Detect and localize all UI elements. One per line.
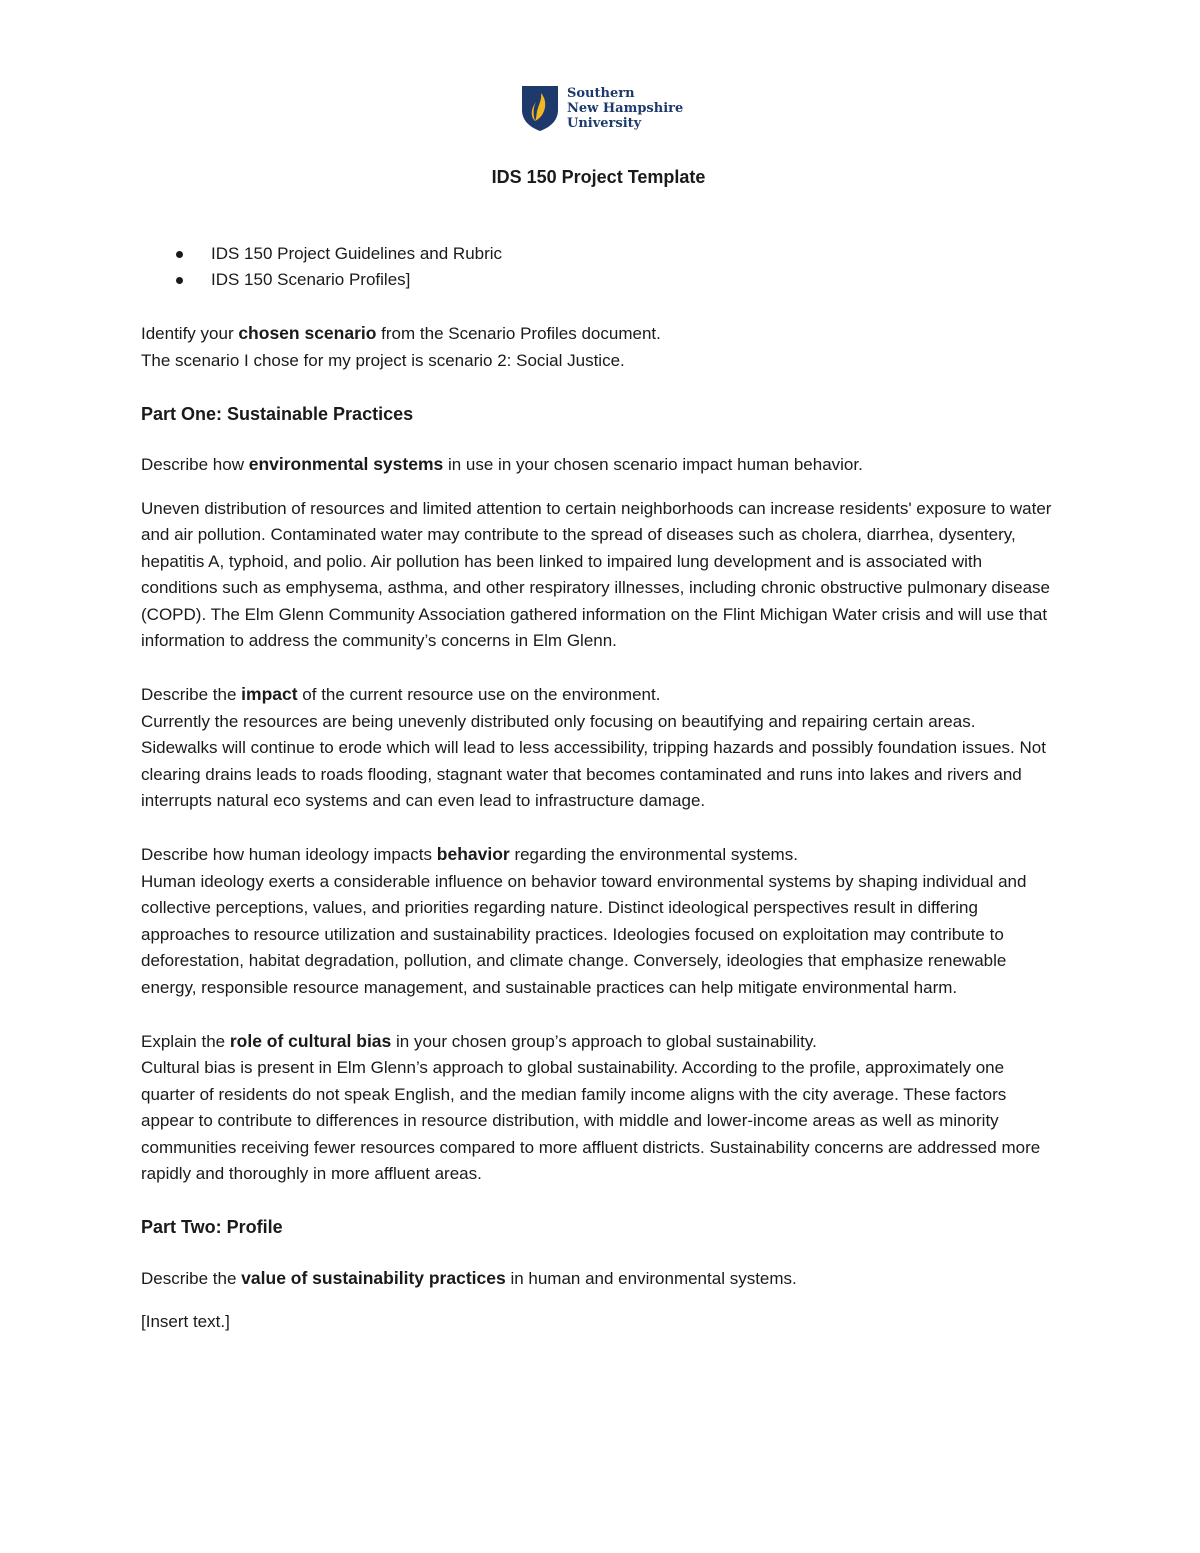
logo-line-2: New Hampshire <box>567 101 684 116</box>
question-behavior <box>141 841 1056 1001</box>
prompt-text: Identify your <box>141 324 239 343</box>
prompt-text: in your chosen group’s approach to global sustainability. <box>391 1031 817 1051</box>
prompt-text: from the Scenario Profiles document. <box>376 324 661 343</box>
answer-placeholder[interactable]: [Insert text.] <box>141 1312 230 1331</box>
question-prompt <box>141 1265 1056 1293</box>
prompt-text: Describe how <box>141 455 249 474</box>
university-logo <box>520 84 683 132</box>
prompt-keyword: role of cultural bias <box>229 1030 392 1051</box>
prompt-keyword: impact <box>241 684 298 704</box>
prompt-text: Describe the <box>141 1268 242 1288</box>
scenario-answer[interactable]: The scenario I chose for my project is scenario 2: Social Justice. <box>141 350 625 370</box>
prompt-text: Describe the <box>141 685 242 704</box>
prompt-text: of the current resource use on the environment. <box>297 685 661 704</box>
question-cultural-bias <box>141 1028 1056 1188</box>
prompt-keyword: environmental systems <box>248 454 444 474</box>
question-prompt <box>141 451 1056 479</box>
part-two-heading: Part Two: Profile <box>141 1217 283 1237</box>
answer-text[interactable]: Human ideology exerts a considerable influence on behavior toward environmental systems by shaping individual and collective perceptions, values, and priorities regarding nature. Distinct ideological perspectives result in differing approaches to resource utilization and sustainability practices. Ideologies focused on exploitation may contribute to deforestation, habitat degradation, pollution, and climate change. Conversely, ideologies that emphasize renewable energy, responsible resource management, and sustainable practices can help mitigate environmental harm. <box>141 871 1027 997</box>
prompt-text: Explain the <box>141 1031 230 1051</box>
scenario-prompt <box>141 320 1056 348</box>
question-prompt <box>141 681 1056 709</box>
bullet-icon <box>176 251 183 258</box>
question-prompt <box>141 1028 1056 1056</box>
prompt-keyword: chosen scenario <box>238 323 377 343</box>
prompt-text: Describe how human ideology impacts <box>141 845 437 864</box>
answer-text[interactable]: Uneven distribution of resources and limited attention to certain neighborhoods can increase residents' exposure to water and air pollution. Contaminated water may contribute to the spread of diseases such as cholera, diarrhea, dysentery, hepatitis A, typhoid, and polio. Air pollution has been linked to impaired lung development and is associated with conditions such as emphysema, asthma, and other respiratory illnesses, including chronic obstructive pulmonary disease (COPD). The Elm Glenn Community Association gathered information on the Flint Michigan Water crisis and will use that information to address the community’s concerns in Elm Glenn. <box>141 498 1052 650</box>
page-title: IDS 150 Project Template <box>491 167 706 187</box>
guidelines-link[interactable]: IDS 150 Project Guidelines and Rubric <box>211 243 503 263</box>
question-sustainability-value <box>141 1265 1056 1336</box>
logo-line-3: University <box>567 116 642 131</box>
question-impact <box>141 681 1056 815</box>
list-item[interactable] <box>211 241 1056 268</box>
part-one-heading: Part One: Sustainable Practices <box>141 403 414 424</box>
bullet-icon <box>176 277 183 284</box>
document-body <box>141 160 1056 1353</box>
logo-wordmark <box>567 86 683 131</box>
scenario-section <box>141 320 1056 374</box>
answer-text[interactable]: Currently the resources are being unevenly distributed only focusing on beautifying and repairing certain areas. Sidewalks will continue to erode which will lead to less accessibility, tripping hazards and possibly foundation issues. Not clearing drains leads to roads flooding, stagnant water that becomes contaminated and runs into lakes and rivers and interrupts natural eco systems and can even lead to infrastructure damage. <box>141 711 1046 810</box>
logo-line-1: Southern <box>567 86 635 101</box>
prompt-keyword: behavior <box>436 844 510 864</box>
reference-list <box>141 241 1056 294</box>
answer-text[interactable]: Cultural bias is present in Elm Glenn’s approach to global sustainability. According to the profile, approximately one quarter of residents do not speak English, and the median family income aligns with the city average. These factors appear to contribute to differences in resource distribution, with middle and lower-income areas as well as minority communities receiving fewer resources compared to more affluent districts. Sustainability concerns are addressed more rapidly and thoroughly in more affluent areas. <box>141 1058 1041 1183</box>
prompt-keyword: value of sustainability practices <box>241 1267 506 1288</box>
part-one-section <box>141 401 1056 428</box>
question-environmental-systems <box>141 451 1056 655</box>
scenario-profiles-link[interactable]: IDS 150 Scenario Profiles] <box>211 270 411 289</box>
part-two-section <box>141 1214 1056 1241</box>
prompt-text: in human and environmental systems. <box>505 1268 797 1288</box>
list-item[interactable] <box>211 267 1056 294</box>
prompt-text: regarding the environmental systems. <box>509 845 798 864</box>
question-prompt <box>141 841 1056 869</box>
shield-flame-icon <box>520 84 560 132</box>
prompt-text: in use in your chosen scenario impact human behavior. <box>443 455 863 474</box>
